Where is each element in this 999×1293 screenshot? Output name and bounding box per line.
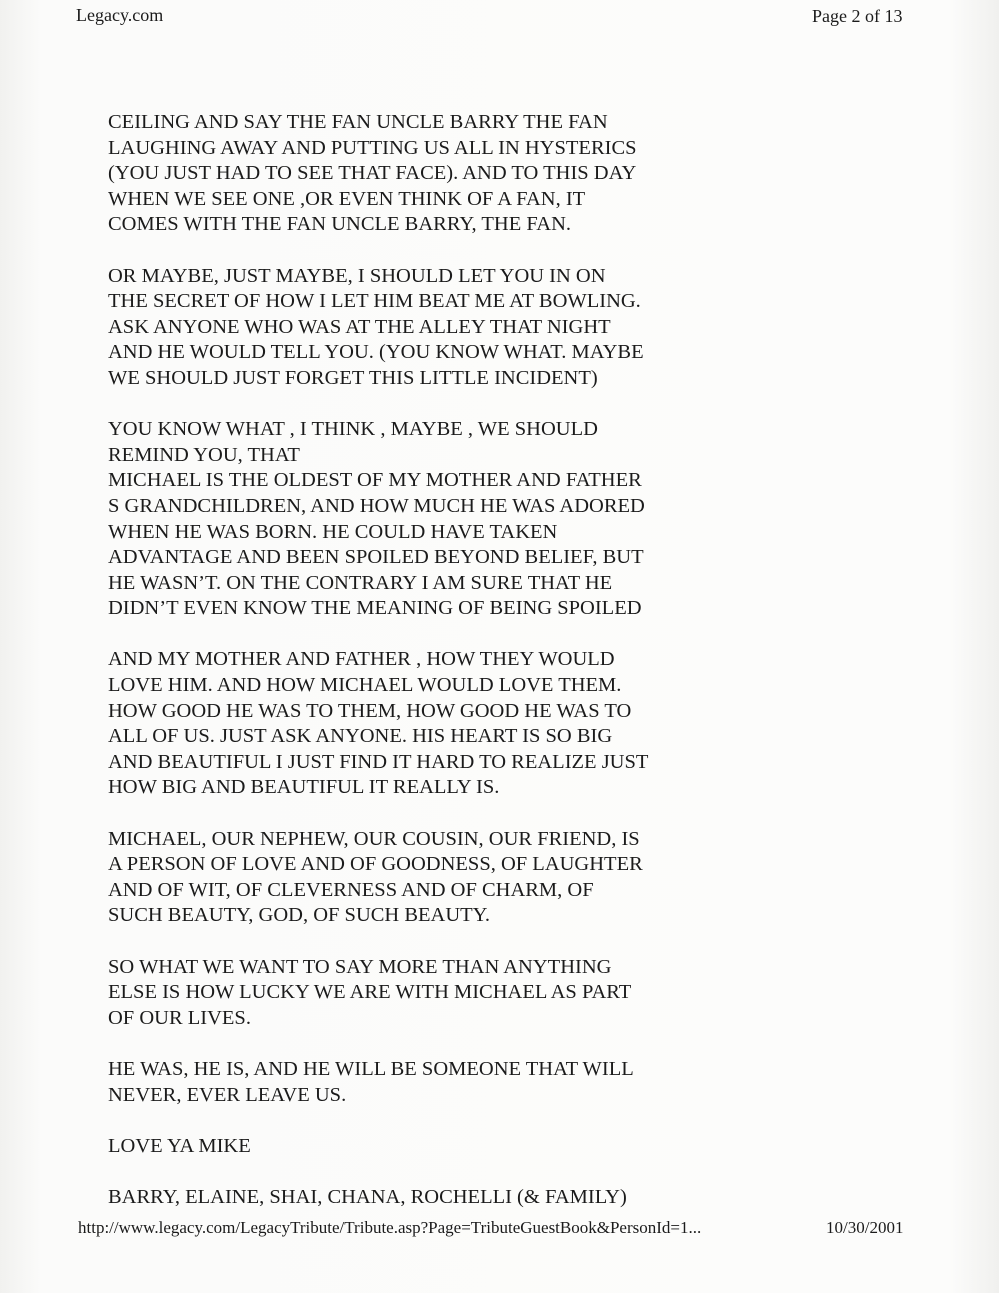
paragraph-signature: BARRY, ELAINE, SHAI, CHANA, ROCHELLI (& FAMILY) [108,1185,627,1208]
footer-date: 10/30/2001 [826,1218,904,1237]
paragraph-never-leave: HE WAS, HE IS, AND HE WILL BE SOMEONE THAT WILL NEVER, EVER LEAVE US. [108,1057,634,1106]
paragraph-how-lucky: SO WHAT WE WANT TO SAY MORE THAN ANYTHING ELSE IS HOW LUCKY WE ARE WITH MICHAEL AS PART OF OUR LIVES. [108,955,632,1029]
footer-url: http://www.legacy.com/LegacyTribute/Tribute.asp?Page=TributeGuestBook&PersonId=1... [78,1218,702,1237]
letter-body [108,110,748,1211]
site-name: Legacy.com [76,5,164,25]
paragraph-oldest-grandchild: YOU KNOW WHAT , I THINK , MAYBE , WE SHOULD REMIND YOU, THAT MICHAEL IS THE OLDEST OF MY MOTHER AND FATHER S GRANDCHILDREN, AND HOW MUCH HE WAS ADORED WHEN HE WAS BORN. HE COULD HAVE TAKEN ADVANTAGE AND BEEN SPOILED BEYOND BELIEF, BUT HE WASN’T. ON THE CONTRARY I AM SURE THAT HE DIDN’T EVEN KNOW THE MEANING OF BEING SPOILED [108,418,645,620]
paragraph-nephew-cousin-friend: MICHAEL, OUR NEPHEW, OUR COUSIN, OUR FRIEND, IS A PERSON OF LOVE AND OF GOODNESS, OF LAUGHTER AND OF WIT, OF CLEVERNESS AND OF CHARM, OF SUCH BEAUTY, GOD, OF SUCH BEAUTY. [108,827,643,927]
page-indicator: Page 2 of 13 [812,6,903,26]
paragraph-love-ya: LOVE YA MIKE [108,1134,251,1157]
paragraph-mother-father: AND MY MOTHER AND FATHER , HOW THEY WOULD LOVE HIM. AND HOW MICHAEL WOULD LOVE THEM. HOW GOOD HE WAS TO THEM, HOW GOOD HE WAS TO ALL OF US. JUST ASK ANYONE. HIS HEART IS SO BIG AND BEAUTIFUL I JUST FIND IT HARD TO REALIZE JUST HOW BIG AND BEAUTIFUL IT REALLY IS. [108,648,649,799]
paragraph-bowling: OR MAYBE, JUST MAYBE, I SHOULD LET YOU IN ON THE SECRET OF HOW I LET HIM BEAT ME AT BOWLING. ASK ANYONE WHO WAS AT THE ALLEY THAT NIGHT AND HE WOULD TELL YOU. (YOU KNOW WHAT. MAYBE WE SHOULD JUST FORGET THIS LITTLE INCIDENT) [108,264,644,389]
paragraph-fan-story: CEILING AND SAY THE FAN UNCLE BARRY THE FAN LAUGHING AWAY AND PUTTING US ALL IN HYSTERICS (YOU JUST HAD TO SEE THAT FACE). AND TO THIS DAY WHEN WE SEE ONE ,OR EVEN THINK OF A FAN, IT COMES WITH THE FAN UNCLE BARRY, THE FAN. [108,111,637,236]
